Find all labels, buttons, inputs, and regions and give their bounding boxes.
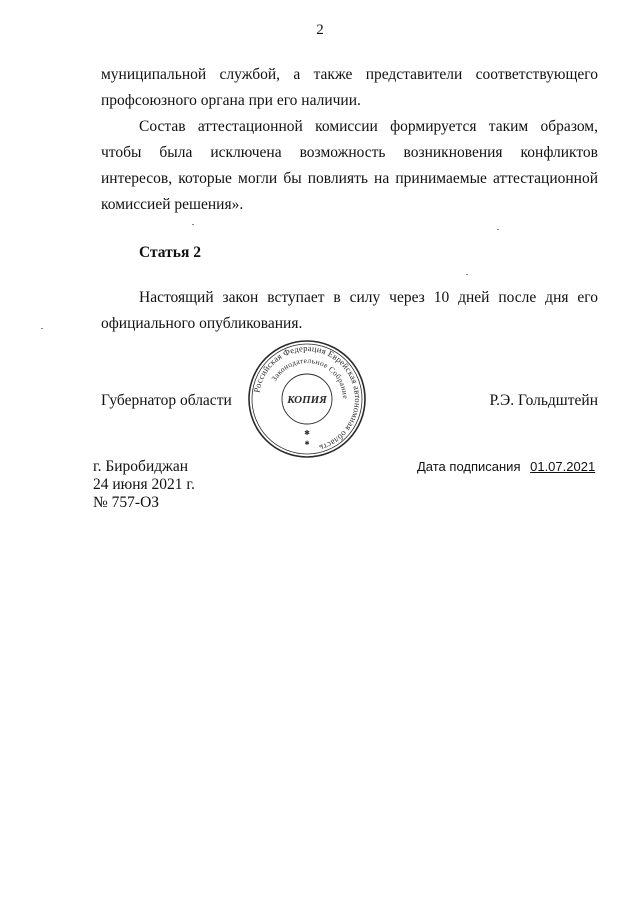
city: г. Биробиджан [93, 458, 189, 475]
page-number: 2 [316, 22, 324, 38]
scan-speck [192, 224, 194, 225]
law-date: 24 июня 2021 г. [93, 476, 195, 493]
seal-star-icon: ✱ [304, 429, 310, 437]
signing-date-label: Дата подписания [417, 459, 521, 474]
paragraph-commission-composition: Состав аттестационной комиссии формируется таким образом, чтобы была исключена возможность возникновения конфликтов интересов, которые могли бы повлиять на принимаемые аттестационной комиссией решения». [101, 118, 598, 213]
paragraph-continuation: муниципальной службой, а также представители соответствующего профсоюзного органа при его наличии. [101, 66, 598, 109]
official-seal [246, 338, 368, 460]
scan-speck [466, 274, 468, 275]
place-and-date-block [93, 458, 195, 512]
signing-date-value: 01.07.2021 [530, 459, 596, 474]
article-heading: Статья 2 [139, 244, 201, 261]
seal-center-text: КОПИЯ [287, 394, 327, 406]
signer-title: Губернатор области [101, 392, 232, 409]
scan-speck [497, 229, 499, 230]
law-number: № 757-ОЗ [93, 494, 160, 511]
seal-star-icon: ✱ [304, 440, 310, 447]
signing-date-block [417, 459, 595, 474]
scan-speck [41, 328, 43, 329]
seal-outer-text: Российская Федерация Еврейская автономная область [251, 342, 364, 454]
paragraph-entry-into-force: Настоящий закон вступает в силу через 10 дней после дня его официального опубликования. [101, 289, 598, 332]
signer-name: Р.Э. Гольдштейн [489, 392, 598, 409]
seal-inner-text: Законодательное Собрание [269, 355, 351, 400]
